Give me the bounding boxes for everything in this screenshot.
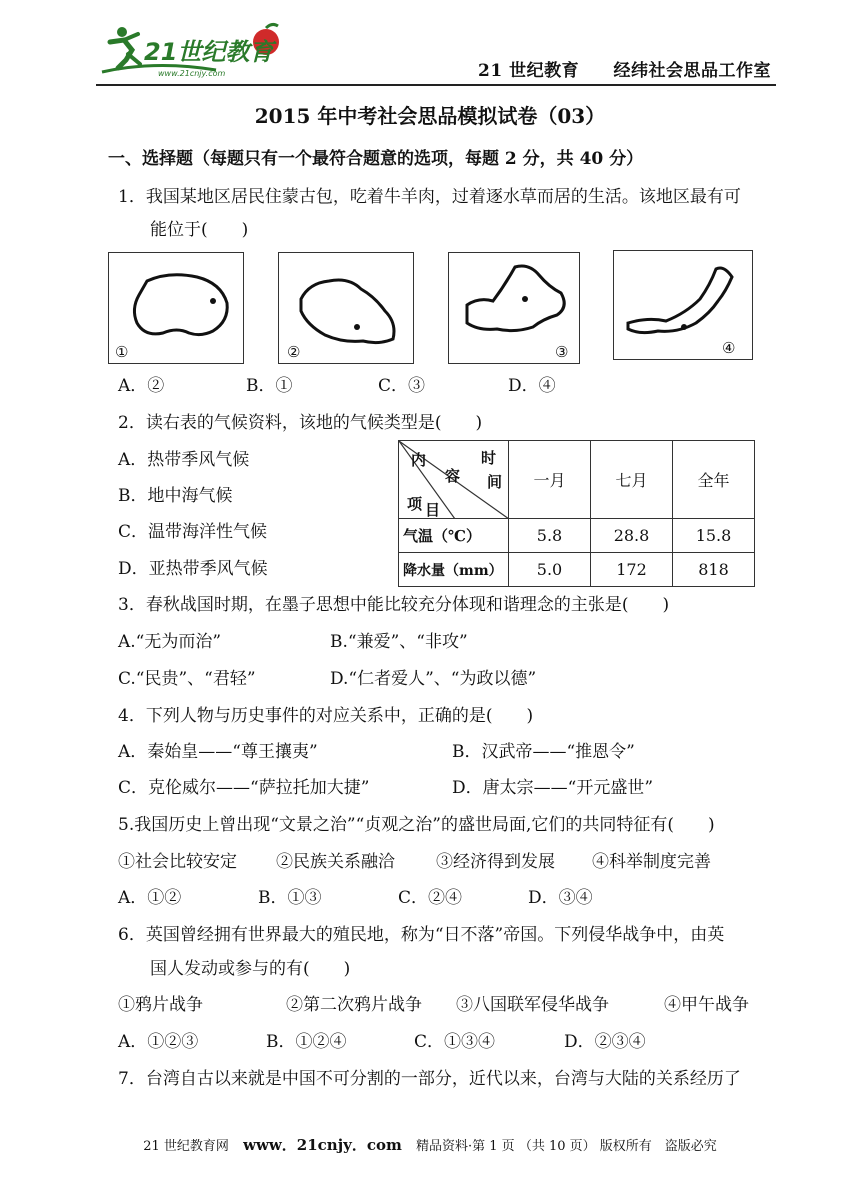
header-right (478, 56, 771, 81)
map-label-3: ③ (555, 343, 569, 361)
table-header-jan: 一月 (509, 441, 591, 519)
map-label-1: ① (115, 343, 129, 361)
q5-option-a: A．①② (118, 888, 182, 908)
q6-option-d: D．②③④ (564, 1032, 646, 1052)
corner-label-content2: 容 (445, 467, 461, 485)
site-logo (96, 20, 286, 82)
map-label-4: ④ (722, 339, 736, 357)
table-cell: 5.8 (509, 519, 591, 553)
q4-option-a: A．秦始皇——“尊王攘夷” (118, 742, 318, 762)
table-header-year: 全年 (673, 441, 755, 519)
table-cell: 5.0 (509, 553, 591, 587)
table-cell: 172 (591, 553, 673, 587)
footer-info: 精品资料·第 1 页 （共 10 页） 版权所有 盗版必究 (416, 1139, 717, 1154)
q3-option-d: D.“仁者爱人”、“为政以德” (330, 669, 537, 689)
q6-item-1: ①鸦片战争 (118, 995, 203, 1015)
q1-option-b: B．① (246, 376, 293, 396)
corner-label-item1: 项 (407, 495, 423, 513)
q6-option-b: B．①②④ (266, 1032, 347, 1052)
q2-option-d: D．亚热带季风气候 (118, 559, 268, 579)
q2-option-b: B．地中海气候 (118, 486, 233, 506)
table-cell: 818 (673, 553, 755, 587)
q4-option-b: B．汉武帝——“推恩令” (452, 742, 635, 762)
page-footer (0, 1134, 860, 1155)
q6-item-2: ②第二次鸦片战争 (286, 995, 422, 1015)
map-label-2: ② (287, 343, 301, 361)
q3-option-b: B.“兼爱”、“非攻” (330, 632, 468, 652)
corner-label-time2: 间 (487, 473, 503, 491)
table-row-label-temp: 气温（℃） (399, 519, 509, 553)
q5-stem: 5.我国历史上曾出现“文景之治”“贞观之治”的盛世局面,它们的共同特征有( ) (118, 815, 715, 835)
q3-stem: 3．春秋战国时期，在墨子思想中能比较充分体现和谐理念的主张是( ) (118, 595, 670, 615)
q2-stem: 2．读右表的气候资料，该地的气候类型是( ) (118, 413, 483, 433)
table-cell: 28.8 (591, 519, 673, 553)
q1-option-d: D．④ (508, 376, 556, 396)
section-heading: 一、选择题（每题只有一个最符合题意的选项，每题 2 分，共 40 分） (108, 149, 644, 169)
map-option-4 (613, 250, 753, 360)
q5-item-4: ④科举制度完善 (592, 852, 711, 872)
corner-label-time1: 时 (481, 449, 497, 467)
table-corner-cell (399, 441, 509, 519)
q3-option-a: A.“无为而治” (118, 632, 222, 652)
q6-item-3: ③八国联军侵华战争 (456, 995, 609, 1015)
header-divider (96, 84, 776, 86)
q3-option-c: C.“民贵”、“君轻” (118, 669, 256, 689)
q6-item-4: ④甲午战争 (664, 995, 749, 1015)
corner-label-item2: 目 (425, 501, 441, 519)
q5-item-2: ②民族关系融洽 (276, 852, 395, 872)
header-studio: 经纬社会思品工作室 (613, 61, 771, 81)
q6-option-a: A．①②③ (118, 1032, 199, 1052)
q2-option-c: C．温带海洋性气候 (118, 522, 268, 542)
q5-item-3: ③经济得到发展 (436, 852, 555, 872)
q6-option-c: C．①③④ (414, 1032, 496, 1052)
q4-option-c: C．克伦威尔——“萨拉托加大捷” (118, 778, 370, 798)
map-option-3 (448, 252, 580, 364)
q6-stem-line1: 6．英国曾经拥有世界最大的殖民地，称为“日不落”帝国。下列侵华战争中，由英 (118, 925, 725, 945)
q5-item-1: ①社会比较安定 (118, 852, 237, 872)
q5-option-c: C．②④ (398, 888, 463, 908)
footer-site: 21 世纪教育网 (143, 1139, 229, 1154)
q5-option-b: B．①③ (258, 888, 322, 908)
page-title: 2015 年中考社会思品模拟试卷（03） (254, 104, 606, 128)
climate-table (398, 440, 755, 587)
q4-option-d: D．唐太宗——“开元盛世” (452, 778, 654, 798)
q1-option-c: C．③ (378, 376, 426, 396)
q7-stem: 7．台湾自古以来就是中国不可分割的一部分，近代以来，台湾与大陆的关系经历了 (118, 1069, 741, 1089)
table-cell: 15.8 (673, 519, 755, 553)
table-header-jul: 七月 (591, 441, 673, 519)
logo-url: www.21cnjy.com (158, 69, 226, 78)
q5-option-d: D．③④ (528, 888, 593, 908)
q1-stem-line2: 能位于( ) (150, 220, 249, 240)
q1-option-a: A．② (118, 376, 165, 396)
corner-label-content1: 内 (411, 451, 427, 469)
q2-option-a: A．热带季风气候 (118, 450, 250, 470)
table-row-label-precip: 降水量（mm） (399, 553, 509, 587)
map-option-2 (278, 252, 414, 364)
header-brand: 21 世纪教育 (478, 61, 580, 81)
logo-text: 21世纪教育 (144, 38, 274, 66)
map-option-1 (108, 252, 244, 364)
q6-stem-line2: 国人发动或参与的有( ) (150, 959, 351, 979)
footer-url: www．21cnjy．com (243, 1136, 402, 1154)
q1-stem-line1: 1．我国某地区居民住蒙古包，吃着牛羊肉，过着逐水草而居的生活。该地区最有可 (118, 187, 741, 207)
q4-stem: 4．下列人物与历史事件的对应关系中，正确的是( ) (118, 706, 534, 726)
